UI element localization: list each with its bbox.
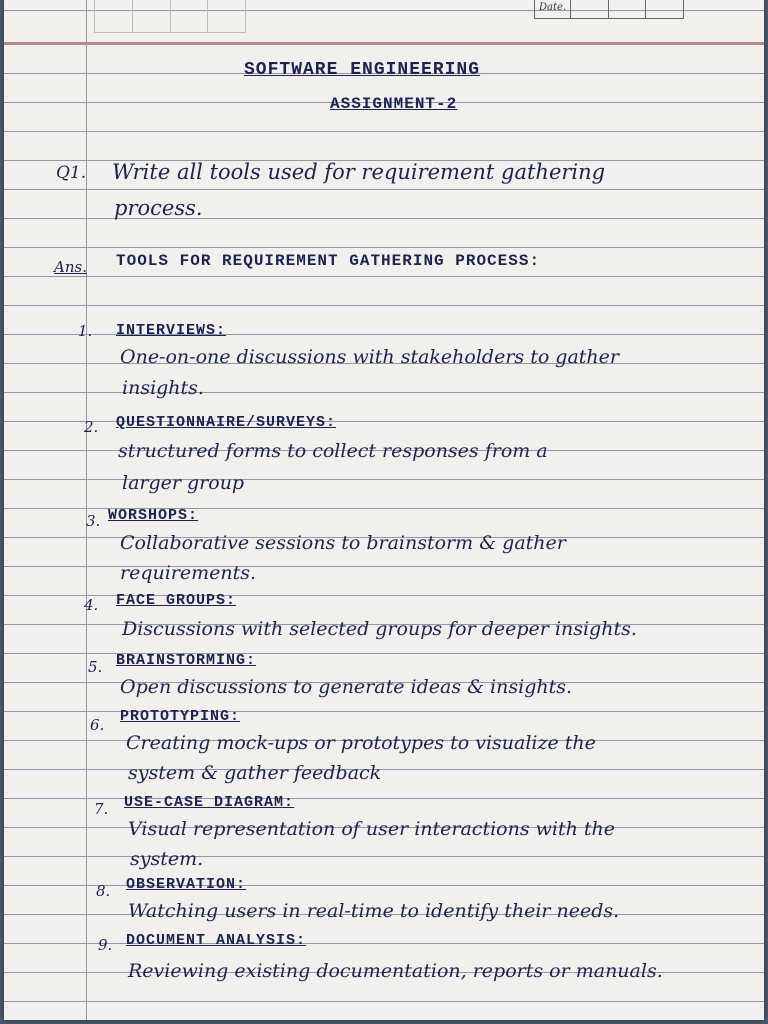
item-description-line1: Collaborative sessions to brainstorm & gather [120, 532, 566, 554]
item-title: FACE GROUPS: [116, 592, 237, 609]
item-description-line1: Visual representation of user interactions with the [128, 818, 615, 840]
item-title: PROTOTYPING: [120, 708, 241, 725]
item-title: WORSHOPS: [108, 507, 199, 524]
item-description-line2: system & gather feedback [128, 762, 382, 784]
item-number: 7. [94, 800, 109, 818]
page-subtitle: ASSIGNMENT-2 [330, 95, 458, 113]
item-title: DOCUMENT ANALYSIS: [126, 932, 307, 949]
item-number: 9. [98, 936, 113, 954]
item-description-line1: Discussions with selected groups for deeper insights. [122, 618, 637, 640]
item-description-line1: Watching users in real-time to identify their needs. [128, 900, 620, 922]
item-number: 8. [96, 882, 111, 900]
item-number: 5. [88, 658, 103, 676]
question-text-line2: process. [114, 196, 203, 220]
notebook-page [4, 0, 764, 1020]
top-margin-rule [4, 42, 764, 45]
item-title: QUESTIONNAIRE/SURVEYS: [116, 414, 337, 431]
answer-label: Ans. [54, 258, 87, 276]
item-title: USE-CASE DIAGRAM: [124, 794, 295, 811]
item-description-line1: Open discussions to generate ideas & insights. [120, 676, 573, 698]
item-description-line1: Reviewing existing documentation, reports or manuals. [128, 960, 663, 982]
item-title: BRAINSTORMING: [116, 652, 257, 669]
item-number: 3. [86, 512, 101, 530]
item-number: 1. [78, 322, 93, 340]
left-margin-line [86, 0, 87, 1020]
item-description-line2: larger group [122, 472, 245, 494]
question-label: Q1. [56, 163, 87, 183]
item-description-line2: system. [130, 848, 204, 870]
item-number: 4. [84, 596, 99, 614]
answer-heading: TOOLS FOR REQUIREMENT GATHERING PROCESS: [116, 252, 541, 270]
item-number: 6. [90, 716, 105, 734]
page-title: SOFTWARE ENGINEERING [244, 60, 481, 80]
item-description-line2: requirements. [120, 562, 257, 584]
item-description-line1: structured forms to collect responses from a [118, 440, 548, 462]
item-description-line1: One-on-one discussions with stakeholders to gather [120, 346, 620, 368]
date-box [534, 0, 684, 19]
item-title: INTERVIEWS: [116, 322, 227, 339]
item-number: 2. [84, 418, 99, 436]
date-label: Date. [535, 0, 571, 18]
item-title: OBSERVATION: [126, 876, 247, 893]
page-number-box [94, 0, 246, 33]
question-text-line1: Write all tools used for requirement gathering [112, 160, 606, 184]
item-description-line1: Creating mock-ups or prototypes to visualize the [126, 732, 596, 754]
item-description-line2: insights. [122, 377, 204, 399]
